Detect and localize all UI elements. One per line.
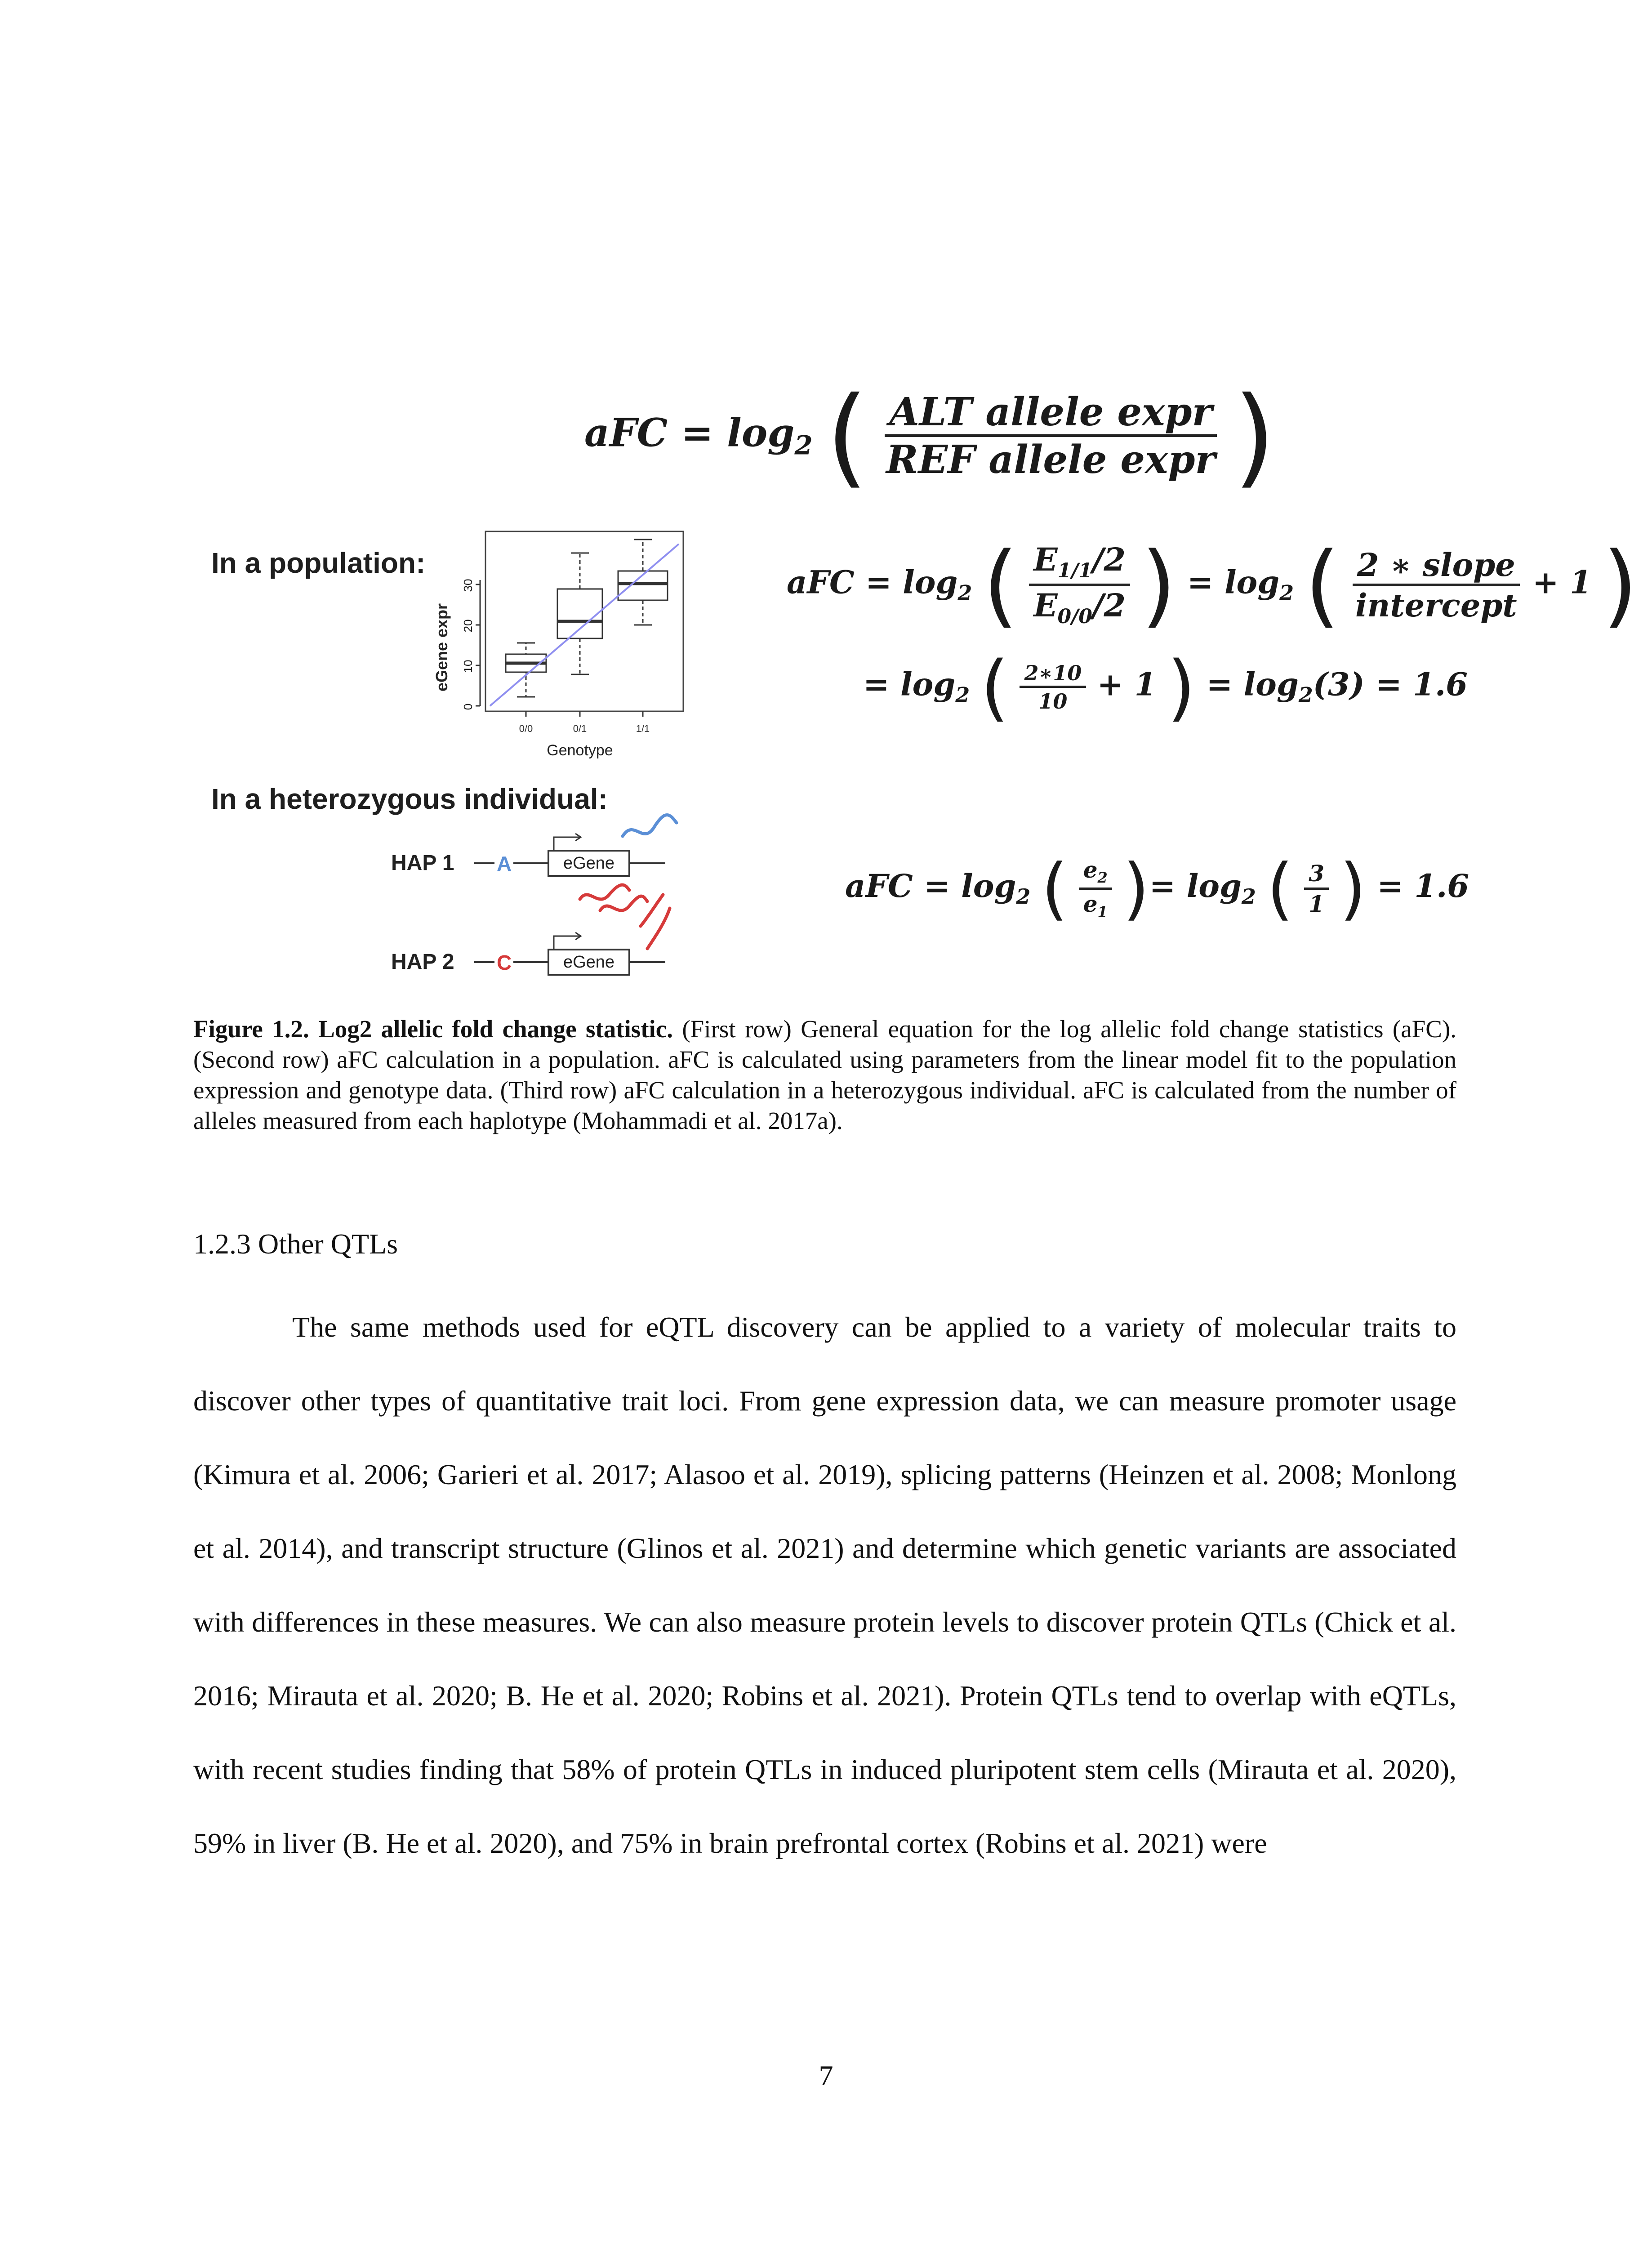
allele-a: A xyxy=(497,852,512,875)
caption-title: Figure 1.2. Log2 allelic fold change statistic. xyxy=(193,1015,673,1043)
xtick-01: 0/1 xyxy=(573,723,587,734)
egene-label-1: eGene xyxy=(563,854,615,873)
ytick-20: 20 xyxy=(461,619,475,633)
heterozygous-equation: aFC = $\log_2$ ( $\frac{e_2}{e_1}$ )= $\log_2$ ( $\frac{3}{1}$ ) = 1.6 xyxy=(845,850,1469,928)
figure-caption xyxy=(193,1014,1456,1136)
transcript-red-1 xyxy=(580,885,629,899)
transcript-blue xyxy=(623,815,677,837)
population-equation-1: aFC = $\log_2$ ( $\frac{E_{1/1}/2}{E_{0/0}/2}$ ) = $\log_2$ ( $\frac{\text{2 ∗ slope}}{\text{intercept}}$ + 1 ) xyxy=(787,533,1638,638)
heterozygous-label: In a heterozygous individual: xyxy=(211,783,608,815)
paragraph-text: The same methods used for eQTL discovery can be applied to a variety of molecular traits to discover other types of quantitative trait loci. From gene expression data, we can measure promoter usage (Kimura et al. 2006; Garieri et al. 2017; Alasoo et al. 2019), splicing patterns (Heinzen et al. 2008; Monlong et al. 2014), and transcript structure (Glinos et al. 2021) and determine which genetic variants are associated with differences in these measures. We can also measure protein levels to discover protein QTLs (Chick et al. 2016; Mirauta et al. 2020; B. He et al. 2020; Robins et al. 2021). Protein QTLs tend to overlap with eQTLs, with recent studies finding that 58% of protein QTLs in induced pluripotent stem cells (Mirauta et al. 2020), 59% in liver (B. He et al. 2020), and 75% in brain prefrontal cortex (Robins et al. 2021) were xyxy=(193,1311,1456,1859)
boxplot-ylabel: eGene expr xyxy=(432,603,451,692)
hap1-label: HAP 1 xyxy=(391,851,454,875)
population-label: In a population: xyxy=(211,547,426,579)
boxplot-xlabel: Genotype xyxy=(547,742,613,759)
section-heading: 1.2.3 Other QTLs xyxy=(193,1228,398,1260)
haplotype-diagram xyxy=(378,800,719,989)
ytick-0: 0 xyxy=(461,703,475,710)
caption-text: (First row) General equation for the log allelic fold change statistics (aFC). (Second row) aFC calculation in a population. aFC is calculated using parameters from the linear model fit to the population expression and genotype data. (Third row) aFC calculation in a heterozygous individual. aFC is calculated from the number of alleles measured from each haplotype (Mohammadi et al. 2017a). xyxy=(193,1015,1456,1134)
main-equation: aFC = $\log_2$ ( $\frac{\text{ALT allele expr}}{\text{REF allele expr}}$ ) xyxy=(584,373,1276,499)
xtick-00: 0/0 xyxy=(519,723,533,734)
allele-c: C xyxy=(497,951,512,974)
genotype-boxplot xyxy=(427,526,724,778)
population-equation-2: = $\log_2$ ( $\frac{2∗10}{10}$ + 1 ) = $\log_2(3) = 1.6$ xyxy=(863,645,1468,729)
page-number: 7 xyxy=(819,2060,833,2092)
egene-label-2: eGene xyxy=(563,953,615,972)
ytick-10: 10 xyxy=(461,660,475,673)
ytick-30: 30 xyxy=(461,579,475,592)
xtick-11: 1/1 xyxy=(636,723,650,734)
body-paragraph xyxy=(193,1290,1456,1880)
hap2-label: HAP 2 xyxy=(391,950,454,974)
